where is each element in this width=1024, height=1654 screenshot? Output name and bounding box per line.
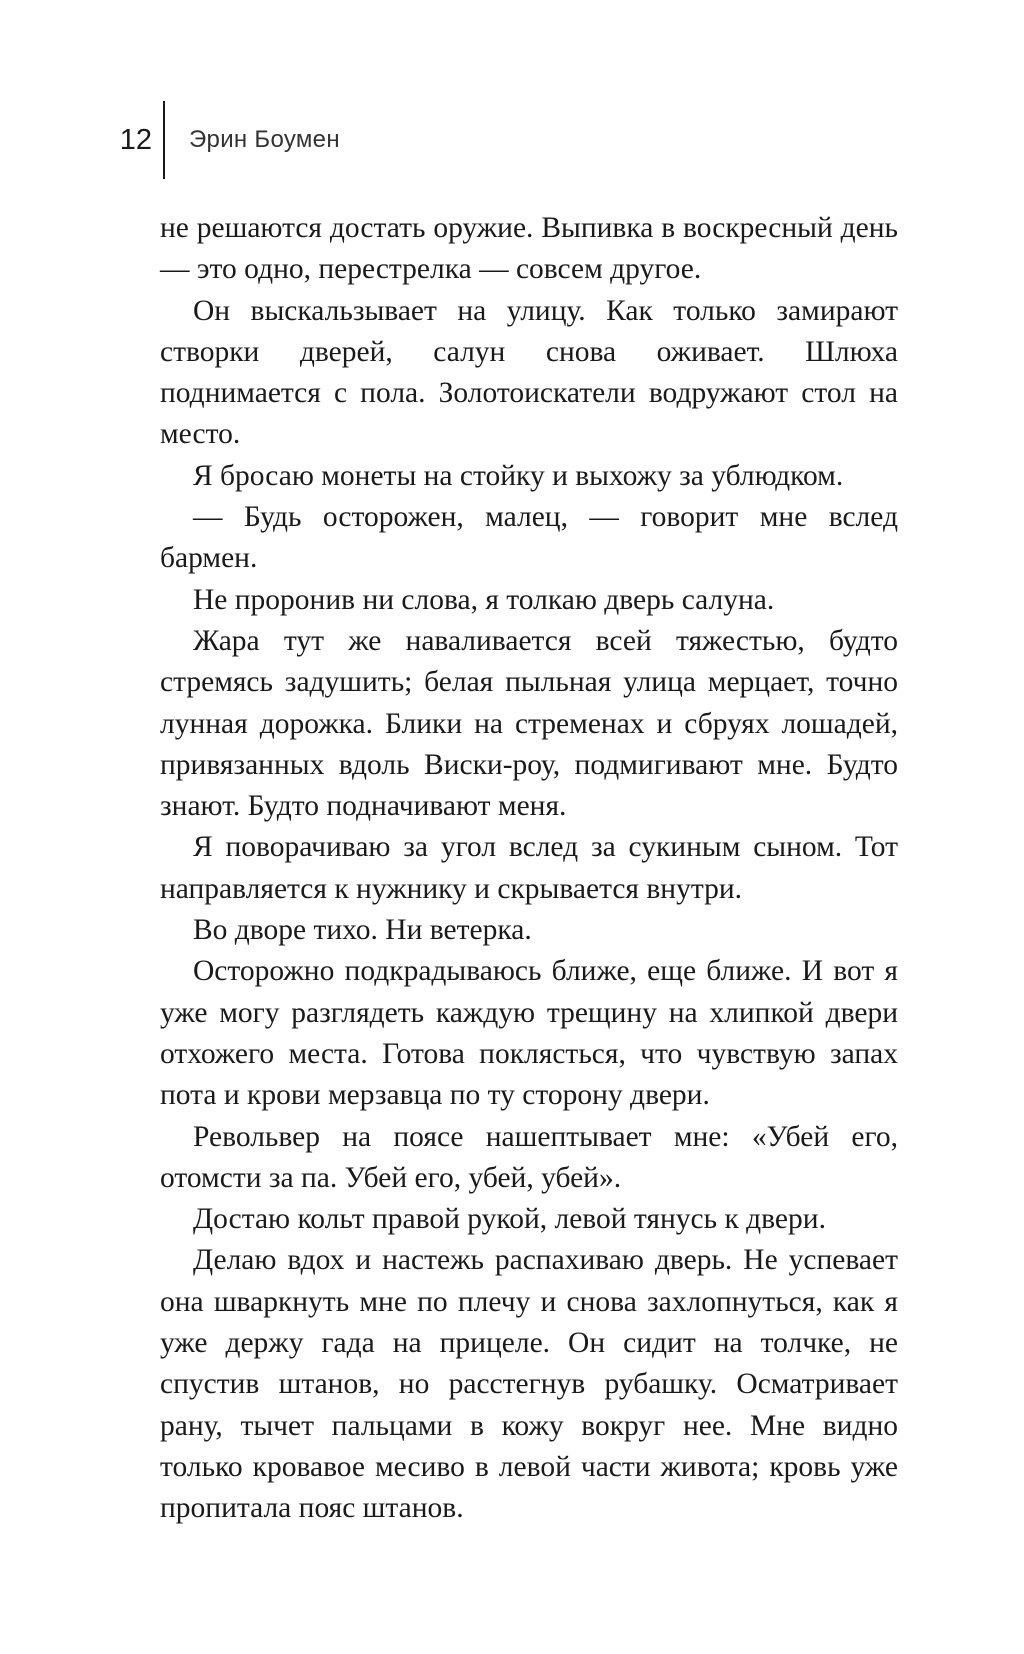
header-divider [163, 101, 165, 179]
paragraph: не решаются достать оружие. Выпивка в воскресный день — это одно, перестрелка — совсем другое. [160, 212, 898, 286]
paragraph: Осторожно подкрадываюсь ближе, еще ближе. И вот я уже могу разглядеть каждую трещину на хлипкой двери отхожего места. Готова поклясться, что чувствую запах пота и крови мерзавца по ту сторону двери. [160, 955, 898, 1112]
paragraph: Я поворачиваю за угол вслед за сукиным сыном. Тот направляется к нужнику и скрывается внутри. [160, 831, 898, 905]
paragraph: Достаю кольт правой рукой, левой тянусь к двери. [193, 1203, 826, 1236]
paragraph: Он выскальзывает на улицу. Как только замирают створки дверей, салун снова оживает. Шлюха поднимается с пола. Золотоискатели водружают стол на место. [160, 294, 898, 451]
paragraph: — Будь осторожен, малец, — говорит мне вслед бармен. [160, 501, 898, 575]
page-number: 12 [119, 123, 152, 156]
page-header [118, 100, 340, 180]
paragraph: Жара тут же наваливается всей тяжестью, будто стремясь задушить; белая пыльная улица мерцает, точно лунная дорожка. Блики на стременах и сбруях лошадей, привязанных вдоль Виски-роу, подмигивают мне. Будто знают. Будто подначивают меня. [160, 624, 898, 823]
paragraph: Во дворе тихо. Ни ветерка. [193, 914, 532, 947]
body-text [160, 208, 898, 1530]
paragraph: Делаю вдох и настежь распахиваю дверь. Не успевает она шваркнуть мне по плечу и снова захлопнуться, как я уже держу гада на прицеле. Он сидит на толчке, не спустив штанов, но расстегнув рубашку. Осматривает рану, тычет пальцами в кожу вокруг нее. Мне видно только кровавое месиво в левой части живота; кровь уже пропитала пояс штанов. [160, 1244, 898, 1525]
paragraph: Револьвер на поясе нашептывает мне: «Убей его, отомсти за па. Убей его, убей, убей». [160, 1120, 898, 1194]
paragraph: Не проронив ни слова, я толкаю дверь салуна. [193, 583, 775, 616]
running-head-author: Эрин Боумен [189, 126, 340, 153]
paragraph: Я бросаю монеты на стойку и выхожу за ублюдком. [193, 459, 844, 492]
